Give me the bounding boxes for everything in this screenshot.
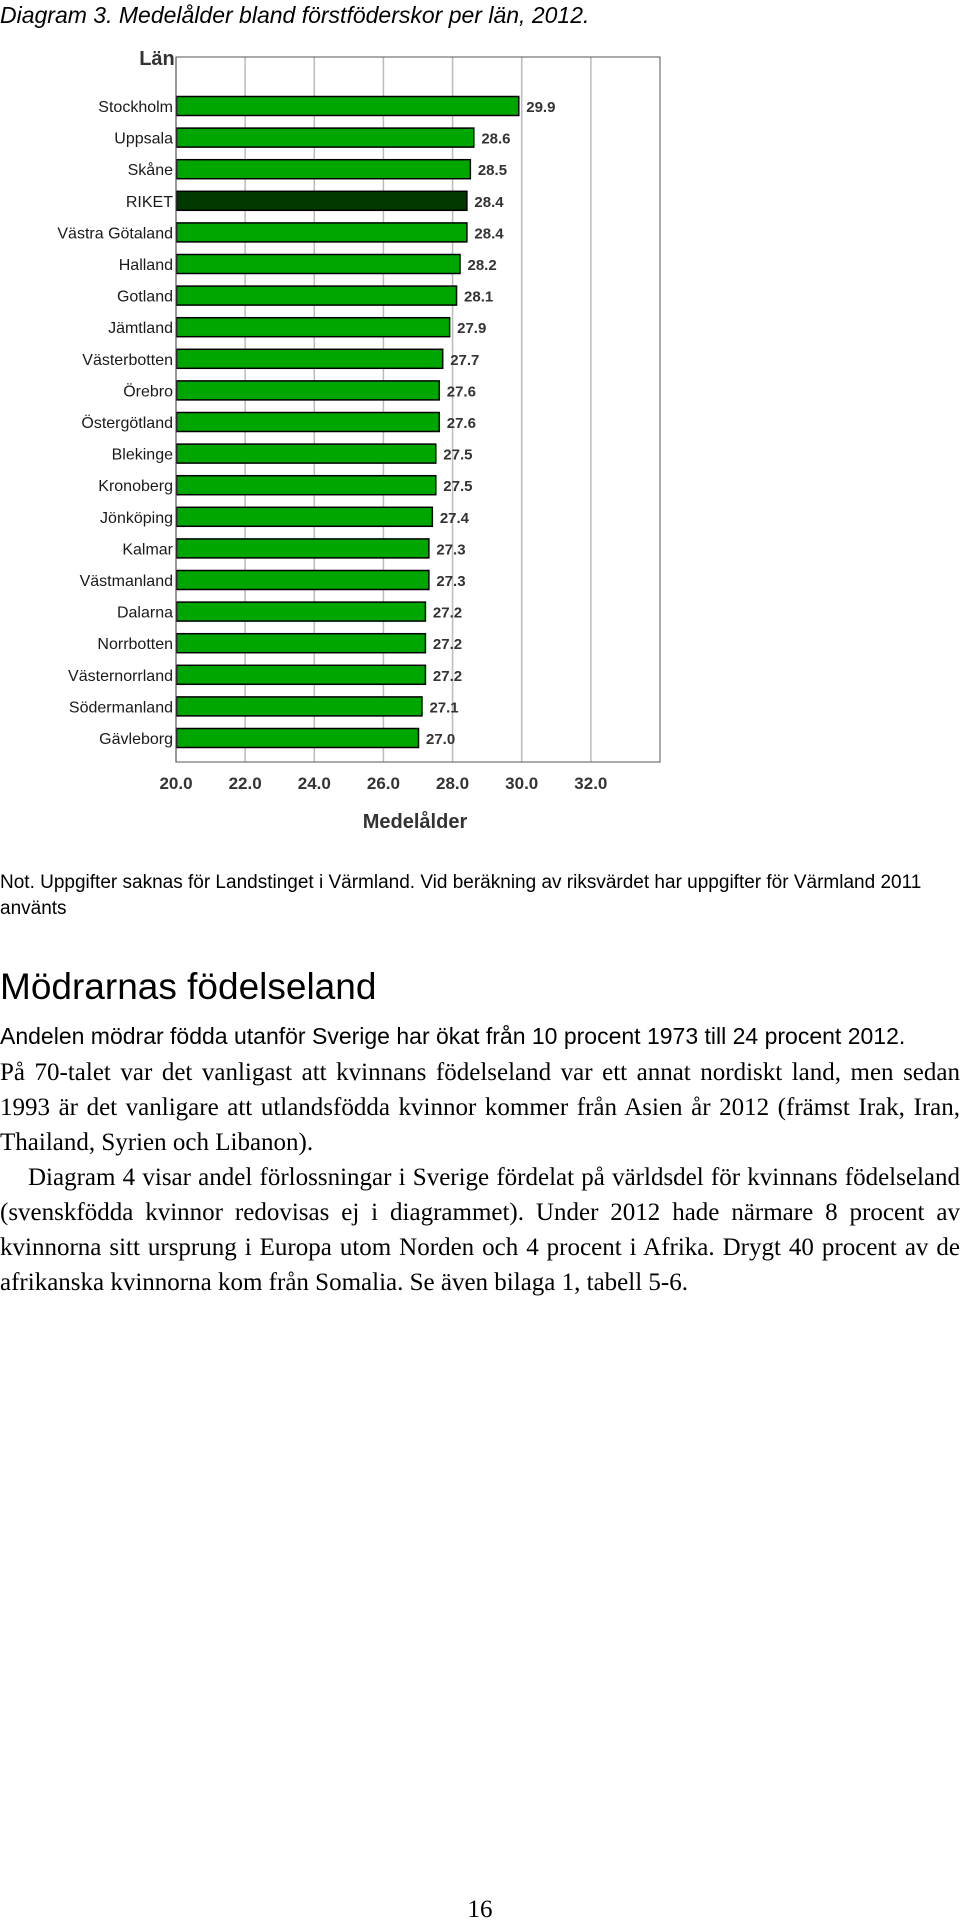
category-label: Jämtland [108, 320, 173, 338]
bar [177, 349, 443, 368]
x-tick-labels [159, 774, 607, 793]
section-body [0, 1055, 960, 1300]
category-label: Blekinge [111, 446, 173, 464]
section-lead: Andelen mödrar födda utanför Sverige har ökat från 10 procent 1973 till 24 procent 2012. [0, 1023, 906, 1049]
value-label: 27.3 [436, 541, 466, 559]
paragraph-2: Diagram 4 visar andel förlossningar i Sverige fördelat på världsdel för kvinnans födelseland (svenskfödda kvinnor redovisas ej i diagrammet). Under 2012 hade närmare 8 procent av kvinnorna sitt ursprung i Europa utom Norden och 4 procent i Afrika. Drygt 40 procent av de afrikanska kvinnorna kom från Somalia. Se även bilaga 1, tabell 5-6. [0, 1164, 960, 1296]
bar-chart [0, 40, 960, 840]
value-label: 27.3 [436, 573, 466, 590]
value-label: 27.2 [432, 667, 463, 685]
value-label: 27.5 [443, 446, 473, 464]
x-tick-label: 26.0 [366, 774, 400, 793]
category-label: Västernorrland [68, 667, 173, 685]
paragraph-1: På 70-talet var det vanligast att kvinnans födelseland var ett annat nordiskt land, men sedan 1993 är det vanligare att utlandsfödda kvinnor kommer från Asien år 2012 (främst Irak, Iran, Thailand, Syrien och Libanon). [0, 1059, 960, 1156]
bar [177, 97, 519, 116]
category-label: Örebro [123, 383, 173, 401]
value-label: 27.0 [426, 731, 456, 748]
x-tick-label: 30.0 [505, 774, 539, 793]
page-number: 16 [467, 1896, 493, 1923]
category-labels [57, 99, 173, 748]
value-label: 28.5 [477, 162, 508, 180]
value-label: 27.4 [439, 509, 470, 527]
bar [177, 665, 426, 684]
bar [177, 223, 467, 242]
value-label: 27.6 [446, 415, 476, 432]
value-label: 28.4 [474, 225, 504, 243]
value-label: 27.2 [432, 636, 463, 654]
value-label: 27.5 [443, 478, 473, 496]
x-tick-label: 28.0 [436, 774, 470, 793]
category-label: Västerbotten [82, 351, 173, 369]
category-label: Norrbotten [97, 636, 173, 654]
y-axis-label: Län [139, 48, 175, 70]
category-label: Gotland [116, 288, 173, 306]
bar [177, 729, 419, 748]
value-label: 27.6 [446, 383, 476, 401]
chart-note: Not. Uppgifter saknas för Landstinget i Värmland. Vid beräkning av riksvärdet har uppgifter för Värmland 2011 använts [0, 872, 922, 919]
category-label: Dalarna [116, 604, 173, 622]
value-label: 27.1 [429, 699, 459, 717]
category-label: Skåne [127, 162, 173, 180]
bar [177, 255, 460, 274]
category-label: Halland [118, 257, 173, 274]
category-label: Västmanland [79, 573, 173, 590]
x-tick-label: 20.0 [159, 774, 193, 793]
category-label: Uppsala [114, 130, 173, 148]
category-label: Kronoberg [98, 478, 173, 496]
bar [177, 413, 440, 432]
bar [177, 697, 422, 716]
value-label: 27.9 [457, 320, 487, 338]
value-label: 28.4 [474, 193, 504, 211]
category-label: Jönköping [100, 509, 173, 527]
value-label: 29.9 [526, 99, 556, 116]
value-label: 28.1 [464, 288, 494, 306]
figure-caption: Diagram 3. Medelålder bland förstföderskor per län, 2012. [0, 2, 590, 28]
category-label: Gävleborg [99, 731, 173, 748]
bar [177, 381, 440, 400]
bar [177, 128, 474, 147]
category-label: Kalmar [122, 541, 173, 559]
value-label: 28.6 [481, 130, 511, 148]
bar [177, 507, 433, 526]
bar [177, 539, 429, 558]
bar [177, 286, 457, 305]
bar [177, 476, 436, 495]
category-label: Stockholm [98, 99, 173, 116]
bar [177, 160, 471, 179]
section-heading: Mödrarnas födelseland [0, 966, 377, 1007]
value-label: 27.2 [432, 604, 463, 622]
category-label: RIKET [125, 193, 173, 211]
x-tick-label: 32.0 [574, 774, 608, 793]
x-axis-label: Medelålder [362, 811, 468, 833]
bar [177, 602, 426, 621]
value-label: 27.7 [450, 351, 480, 369]
bar [177, 571, 429, 590]
category-label: Östergötland [81, 415, 173, 432]
bar [177, 191, 467, 210]
bar [177, 634, 426, 653]
category-label: Södermanland [68, 699, 173, 717]
bar [177, 444, 436, 463]
x-tick-label: 24.0 [297, 774, 331, 793]
x-tick-label: 22.0 [228, 774, 262, 793]
bar [177, 318, 450, 337]
category-label: Västra Götaland [57, 225, 173, 243]
value-label: 28.2 [467, 257, 497, 274]
